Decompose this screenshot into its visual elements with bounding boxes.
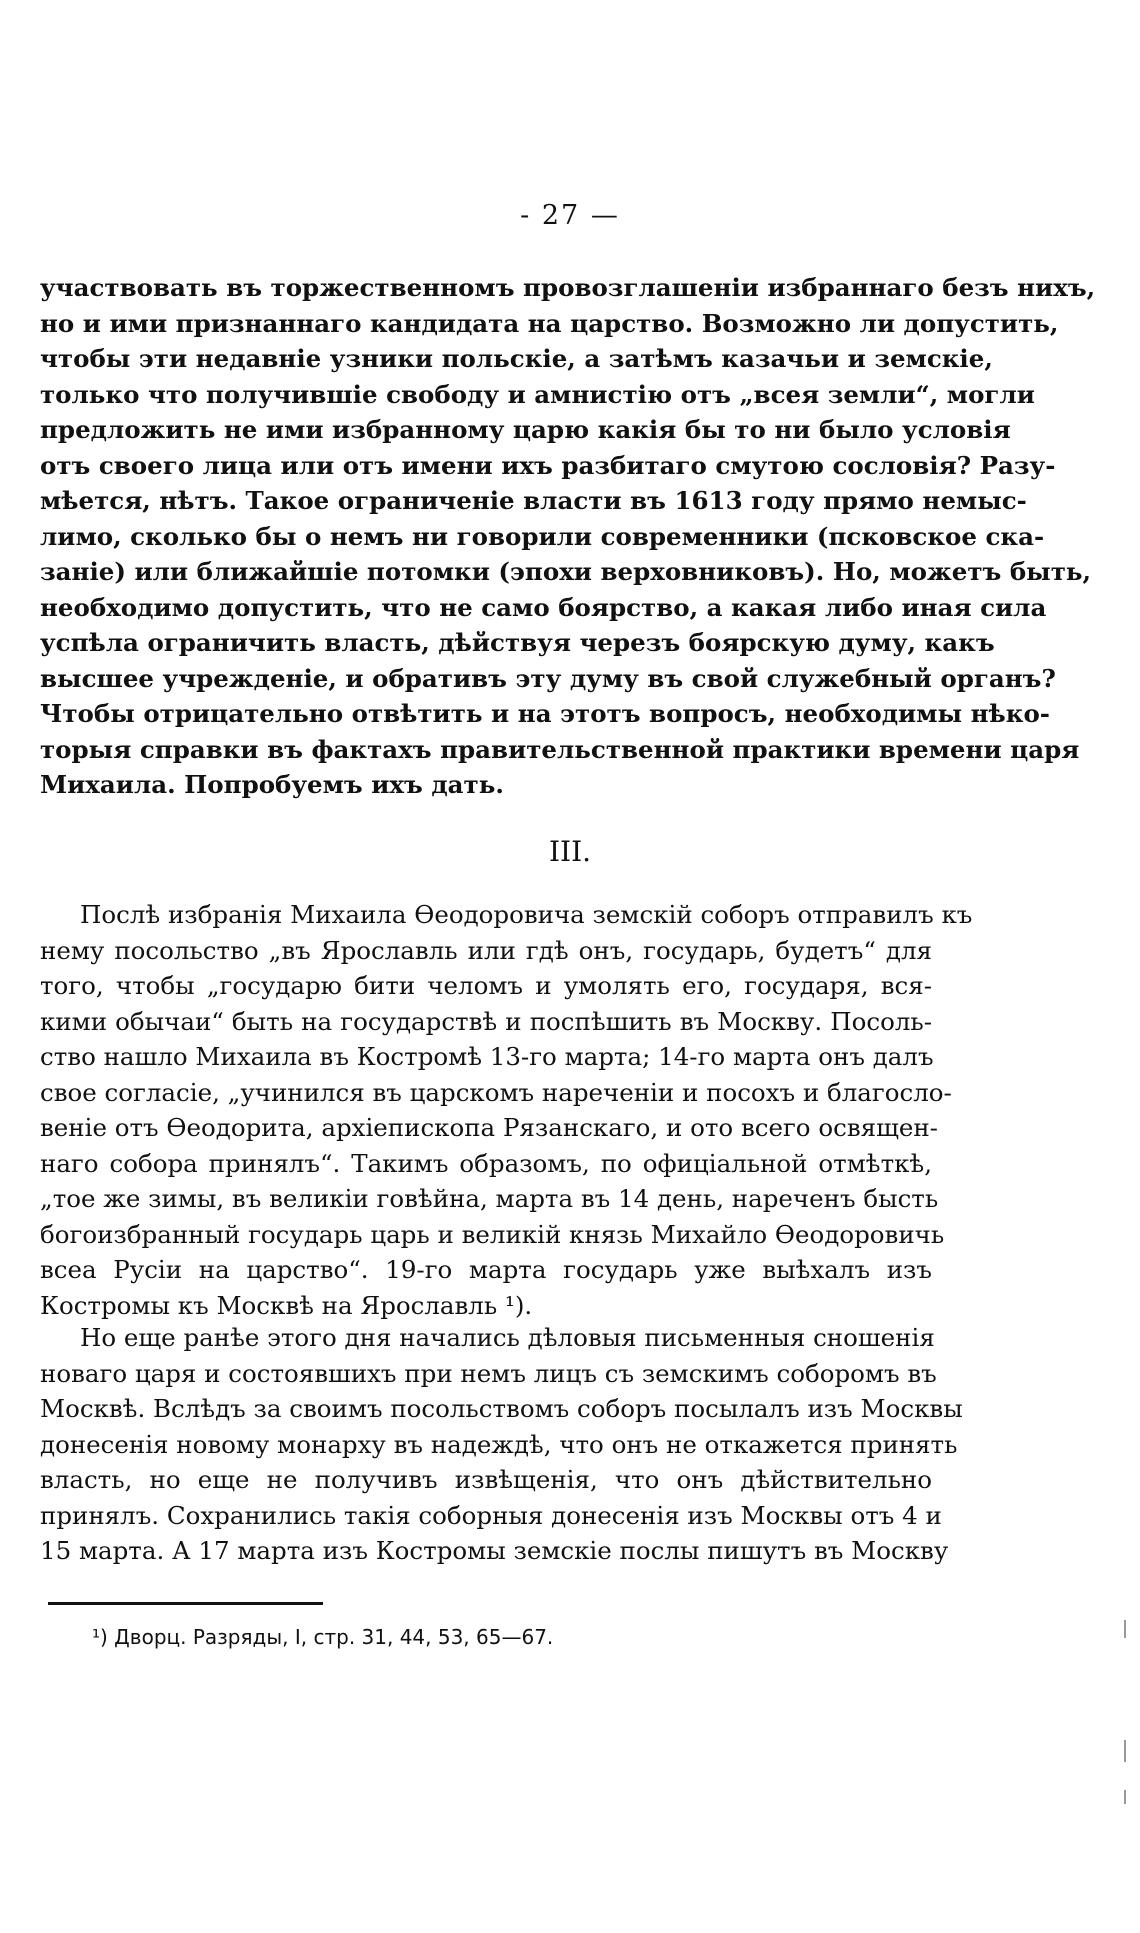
- text-line: заніе) или ближайшіе потомки (эпохи верховниковъ). Но, можетъ быть,: [40, 557, 1092, 586]
- section-heading: III.: [548, 835, 592, 868]
- text-line: Послѣ избранія Михаила Ѳеодоровича земскій соборъ отправилъ къ: [80, 900, 973, 929]
- text-line: кими обычаи“ быть на государствѣ и поспѣшить въ Москву. Посоль-: [40, 1006, 932, 1036]
- text-line: отъ своего лица или отъ имени ихъ разбитаго смутою сословія? Разу-: [40, 450, 1056, 480]
- text-line: лимо, сколько бы о немъ ни говорили современники (псковское ска-: [40, 521, 1045, 551]
- text-line: веніе отъ Ѳеодорита, архіепископа Рязанскаго, и ото всего освящен-: [40, 1113, 938, 1142]
- text-line: богоизбранный государь царь и великій князь Михайло Ѳеодоровичь: [40, 1219, 945, 1249]
- text-line: предложить не ими избранному царю какія бы то ни было условія: [40, 415, 1011, 444]
- paragraph-2: [40, 897, 973, 1323]
- footnote-divider: [48, 1602, 323, 1605]
- text-line: Чтобы отрицательно отвѣтить и на этотъ вопросъ, необходимы нѣко-: [40, 699, 1050, 728]
- text-line: Но еще ранѣе этого дня начались дѣловыя письменныя сношенія: [80, 1323, 935, 1352]
- text-line: всеа Русіи на царство“. 19-го марта государь уже выѣхалъ изъ: [40, 1255, 932, 1284]
- text-line: Михаила. Попробуемъ ихъ дать.: [40, 770, 504, 799]
- page-number: - 27 —: [520, 200, 620, 231]
- text-line: необходимо допустить, что не само боярство, а какая либо иная сила: [40, 592, 1047, 622]
- margin-scan-mark: [1124, 1620, 1126, 1638]
- text-line: „тое же зимы, въ великіи говѣйна, марта въ 14 день, нареченъ бысть: [40, 1184, 939, 1213]
- text-line: нему посольство „въ Ярославль или гдѣ онъ, государь, будетъ“ для: [40, 935, 932, 965]
- text-line: наго собора принялъ“. Такимъ образомъ, по офиціальной отмѣткѣ,: [40, 1148, 932, 1178]
- text-line: Москвѣ. Вслѣдъ за своимъ посольствомъ соборъ посылалъ изъ Москвы: [40, 1394, 963, 1423]
- margin-scan-mark: [1124, 1740, 1126, 1762]
- text-line: донесенія новому монарху въ надеждѣ, что онъ не откажется принять: [40, 1429, 958, 1459]
- margin-scan-mark: [1124, 1790, 1126, 1804]
- text-line: высшее учрежденіе, и обративъ эту думу въ свой служебный органъ?: [40, 663, 1056, 693]
- text-line: Костромы къ Москвѣ на Ярославль ¹).: [40, 1290, 533, 1320]
- text-line: новаго царя и состоявшихъ при немъ лицъ съ земскимъ соборомъ въ: [40, 1358, 937, 1388]
- text-line: мѣется, нѣтъ. Такое ограниченіе власти въ 1613 году прямо немыс-: [40, 486, 1027, 515]
- text-line: участвовать въ торжественномъ провозглашеніи избраннаго безъ нихъ,: [40, 273, 1096, 302]
- text-line: успѣла ограничить власть, дѣйствуя черезъ боярскую думу, какъ: [40, 628, 995, 657]
- text-line: свое согласіе, „учинился въ царскомъ нареченіи и посохъ и благосло-: [40, 1077, 952, 1107]
- text-line: принялъ. Сохранились такія соборныя донесенія изъ Москвы отъ 4 и: [40, 1500, 942, 1530]
- text-line: того, чтобы „государю бити челомъ и умолять его, государя, вся-: [40, 971, 932, 1000]
- text-line: власть, но еще не получивъ извѣщенія, что онъ дѣйствительно: [40, 1465, 932, 1494]
- text-line: чтобы эти недавніе узники польскіе, а затѣмъ казачьи и земскіе,: [40, 344, 993, 373]
- paragraph-3: [40, 1320, 963, 1569]
- paragraph-1: [40, 270, 1096, 803]
- text-line: торыя справки въ фактахъ правительственной практики времени царя: [40, 734, 1080, 764]
- text-line: 15 марта. А 17 марта изъ Костромы земскіе послы пишутъ въ Москву: [40, 1536, 949, 1565]
- footnote: ¹) Дворц. Разряды, I, стр. 31, 44, 53, 65—67.: [92, 1625, 554, 1649]
- text-line: только что получившіе свободу и амнистію отъ „всея земли“, могли: [40, 379, 1035, 409]
- text-line: ство нашло Михаила въ Костромѣ 13-го марта; 14-го марта онъ далъ: [40, 1042, 934, 1071]
- text-line: но и ими признаннаго кандидата на царство. Возможно ли допустить,: [40, 308, 1059, 338]
